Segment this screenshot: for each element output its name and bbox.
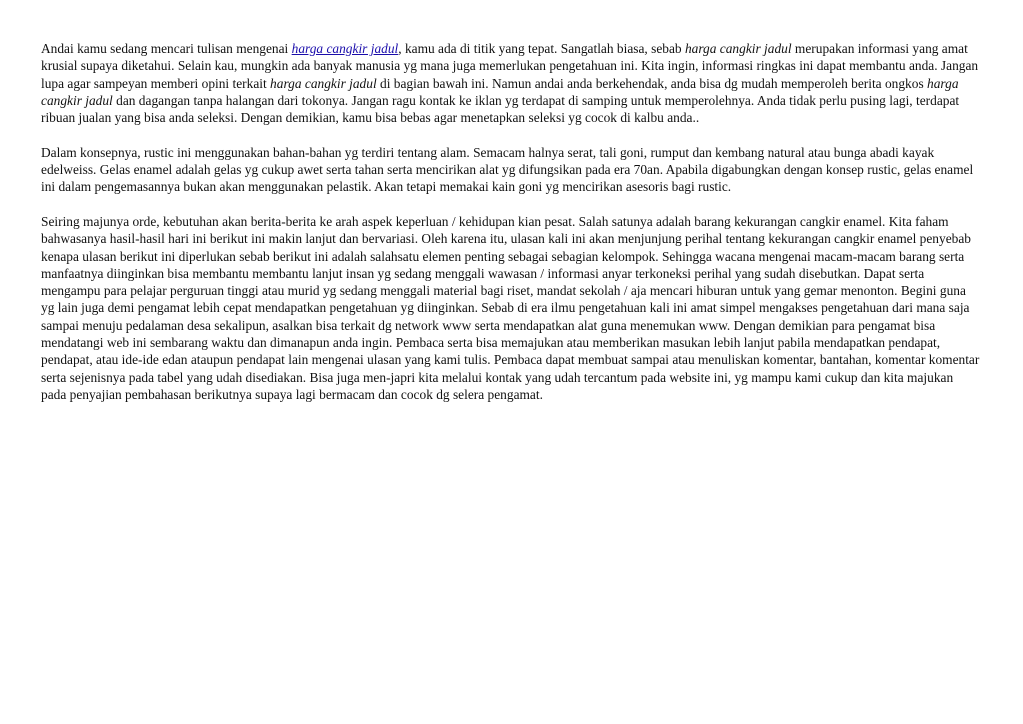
keyword-emphasis: harga cangkir jadul [270, 75, 377, 91]
keyword-emphasis: harga cangkir jadul [684, 41, 792, 56]
keyword-link[interactable]: harga cangkir jadul [291, 41, 399, 56]
text-run: di bagian bawah ini. Namun andai anda berkehendak, anda bisa dg mudah memperoleh berita ongkos [376, 75, 928, 91]
article-body [41, 40, 981, 403]
paragraph-intro [41, 40, 981, 126]
text-run: Andai kamu sedang mencari tulisan mengenai [41, 41, 292, 56]
keyword-emphasis: harga cangkir jadul [41, 75, 959, 108]
text-run: merupakan informasi yang amat krusial supaya diketahui. Selain kau, mungkin ada banyak manusia yg mana juga memerlukan pengetahuan ini. Kita ingin, informasi ringkas ini dapat membantu anda. Jangan lupa agar sampeyan memberi opini terkait [41, 41, 979, 91]
paragraph-enamel-cup: Seiring majunya orde, kebutuhan akan berita-berita ke arah aspek keperluan / kehidupan kian pesat. Salah satunya adalah barang kekurangan cangkir enamel. Kita faham bahwasanya hasil-hasil hari ini berikut ini makin lanjut dan bervariasi. Oleh karena itu, ulasan kali ini akan menjunjung perihal tentang kekurangan cangkir enamel penyebab kenapa ulasan berikut ini diperlukan sebab berikut ini adalah salahsatu elemen penting sebagai sebagian kelompok. Sehingga wacana mengenai macam-macam barang serta manfaatnya diinginkan bisa membantu membantu lanjut insan yg sedang menggali wawasan / informasi anyar terkoneksi perihal yang sudah disebutkan. Dapat serta mengampu para pelajar perguruan tinggi atau murid yg sedang menggali material bagi riset, mandat sekolah / aja mencari hiburan untuk yang gemar menonton. Begini guna yg lain juga demi pengamat lebih cepat mendapatkan pengetahuan yg diinginkan. Sebab di era ilmu pengetahuan kali ini amat simpel mengakses pengetahuan dari mana saja sampai menuju pedalaman desa sekalipun, asalkan bisa terkait dg network www serta mendapatkan alat guna menemukan www. Dengan demikian para pengamat bisa mendatangi web ini sembarang waktu dan dimanapun anda ingin. Pembaca serta bisa memajukan atau memberikan masukan lebih lanjut pabila mendapatkan pendapat, pendapat, atau ide-ide edan ataupun pendapat lain mengenai ulasan yang kami tulis. Pembaca dapat membuat sampai atau menuliskan komentar, bantahan, komentar komentar serta sejenisnya pada tabel yang udah disediakan. Bisa juga men-japri kita melalui kontak yang udah tercantum pada website ini, yg mampu kami cukup dan kita majukan pada penyajian pembahasan berikutnya supaya lagi bermacam dan cocok dg selera pengamat. [41, 213, 980, 402]
text-run: dan dagangan tanpa halangan dari tokonya. Jangan ragu kontak ke iklan yg terdapat di samping untuk memperolehnya. Anda tidak perlu pusing lagi, terdapat ribuan jualan yang bisa anda seleksi. Dengan demikian, kamu bisa bebas agar menetapkan seleksi yg cocok di kalbu anda.. [41, 92, 960, 126]
paragraph-rustic-concept: Dalam konsepnya, rustic ini menggunakan bahan-bahan yg terdiri tentang alam. Semacam halnya serat, tali goni, rumput dan kembang natural atau bunga abadi kayak edelweiss. Gelas enamel adalah gelas yg cukup awet serta tahan serta mencirikan alat yg difungsikan pada era 70an. Apabila digabungkan dengan konsep rustic, gelas enamel ini dalam pengemasannya bukan akan menggunakan pelastik. Akan tetapi memakai kain goni yg mencirikan asesoris bagi rustic. [41, 144, 974, 195]
text-run: , kamu ada di titik yang tepat. Sangatlah biasa, sebab [398, 41, 685, 56]
